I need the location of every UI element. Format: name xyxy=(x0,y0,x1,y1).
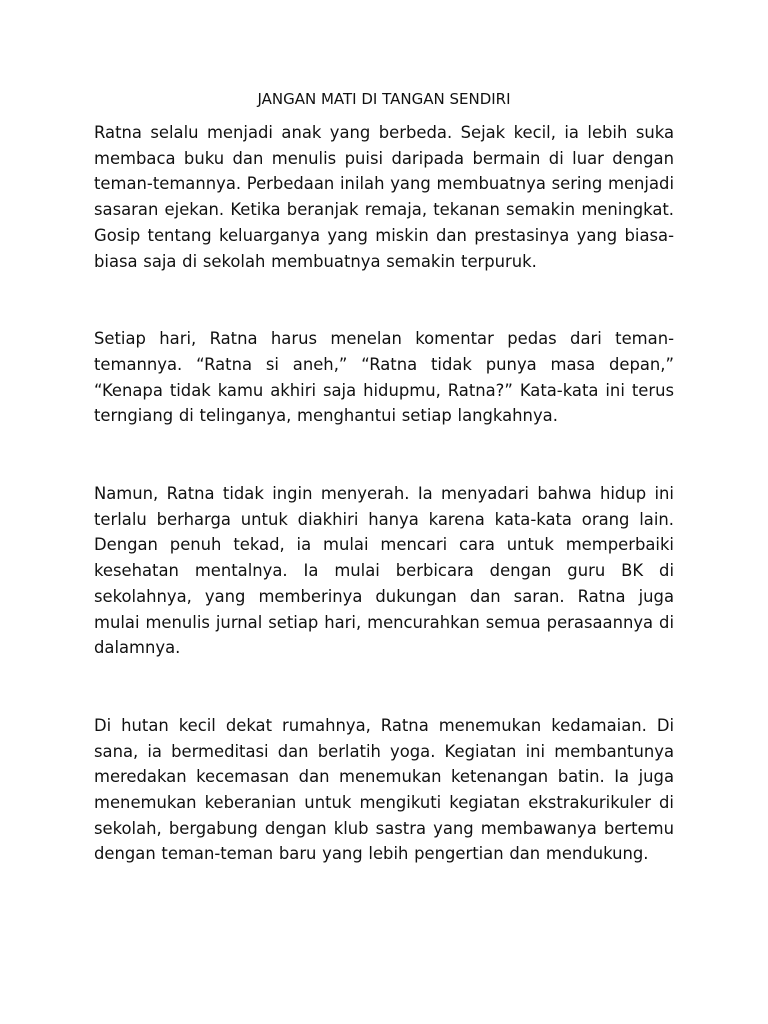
paragraph-4: Di hutan kecil dekat rumahnya, Ratna menemukan kedamaian. Di sana, ia bermeditasi dan berlatih yoga. Kegiatan ini membantunya meredakan kecemasan dan menemukan ketenangan batin. Ia juga menemukan keberanian untuk mengikuti kegiatan ekstrakurikuler di sekolah, bergabung dengan klub sastra yang membawanya bertemu dengan teman-teman baru yang lebih pengertian dan mendukung. xyxy=(94,715,674,864)
paragraph-3: Namun, Ratna tidak ingin menyerah. Ia menyadari bahwa hidup ini terlalu berharga untuk diakhiri hanya karena kata-kata orang lain. Dengan penuh tekad, ia mulai mencari cara untuk memperbaiki kesehatan mentalnya. Ia mulai berbicara dengan guru BK di sekolahnya, yang memberinya dukungan dan saran. Ratna juga mulai menulis jurnal setiap hari, mencurahkan semua perasaannya di dalamnya. xyxy=(94,484,674,658)
paragraph-2: Setiap hari, Ratna harus menelan komentar pedas dari teman-temannya. “Ratna si aneh,” “Ratna tidak punya masa depan,” “Kenapa tidak kamu akhiri saja hidupmu, Ratna?” Kata-kata ini terus terngiang di telinganya, menghantui setiap langkahnya. xyxy=(94,329,674,426)
paragraph-1: Ratna selalu menjadi anak yang berbeda. Sejak kecil, ia lebih suka membaca buku dan menulis puisi daripada bermain di luar dengan teman-temannya. Perbedaan inilah yang membuatnya sering menjadi sasaran ejekan. Ketika beranjak remaja, tekanan semakin meningkat. Gosip tentang keluarganya yang miskin dan prestasinya yang biasa-biasa saja di sekolah membuatnya semakin terpuruk. xyxy=(94,123,674,271)
document-body xyxy=(94,120,674,919)
document-title: JANGAN MATI DI TANGAN SENDIRI xyxy=(257,90,511,108)
